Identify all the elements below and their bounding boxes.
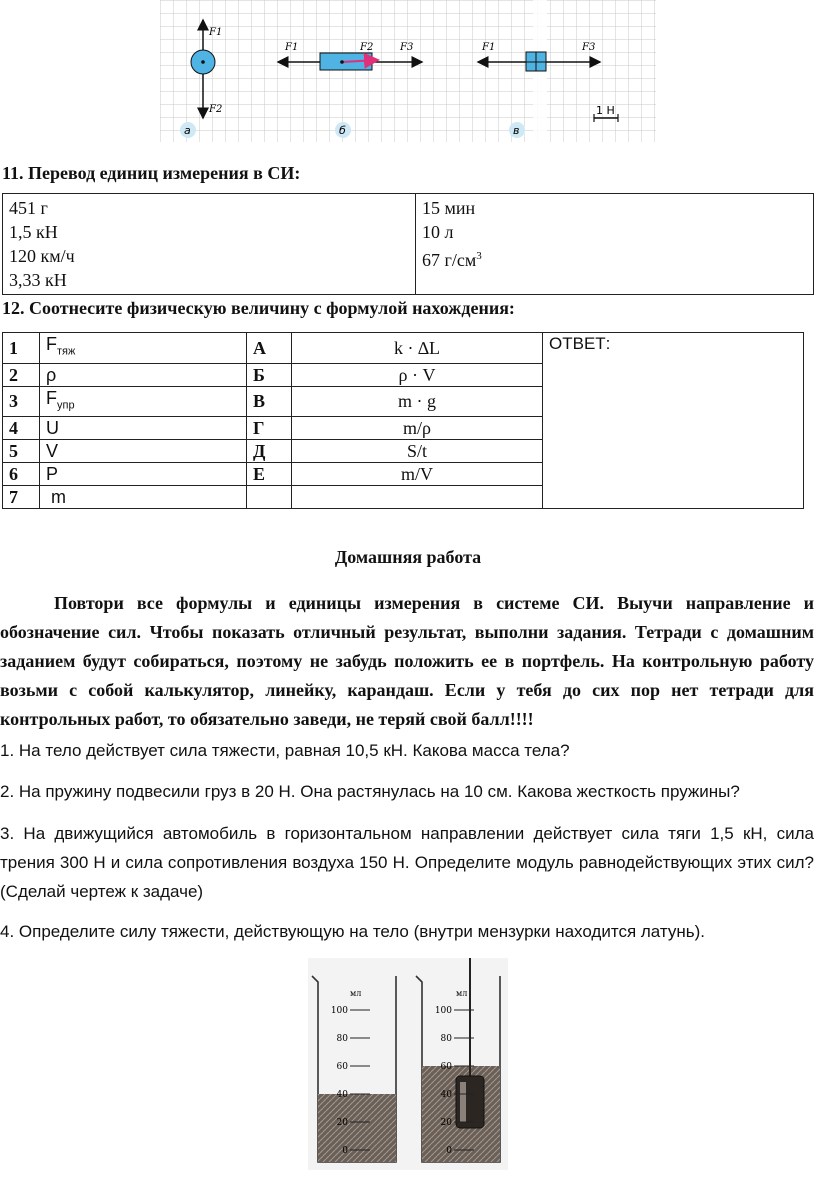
formula-cell: m · g: [292, 386, 543, 417]
task-item-4: 4. Определите силу тяжести, действующую на тело (внутри мензурки находится латунь).: [0, 922, 705, 941]
formula-cell: k · ∆L: [292, 333, 543, 364]
row-number: 4: [3, 417, 40, 440]
quantity-symbol: U: [46, 418, 59, 439]
task11-heading: 11. Перевод единиц измерения в СИ:: [2, 163, 301, 183]
task-item-1: 1. На тело действует сила тяжести, равная 10,5 кН. Какова масса тела?: [0, 741, 570, 760]
measuring-cylinders-figure: [308, 958, 508, 1170]
formula-letter: В: [247, 386, 292, 417]
force-diagrams-figure: [160, 0, 656, 142]
formula-cell: m/V: [292, 463, 543, 486]
quantity-subscript: тяж: [57, 345, 76, 358]
quantity-symbol: F: [46, 387, 57, 408]
unit-label: мл: [456, 989, 468, 998]
unit-item: 15 мин: [422, 198, 476, 218]
unit-label: мл: [350, 989, 362, 998]
tick-label: 20: [336, 1118, 348, 1128]
quantity-symbol: V: [46, 441, 59, 462]
formula-letter: Е: [247, 463, 292, 486]
formula-cell: m/ρ: [292, 417, 543, 440]
tick-label: 60: [336, 1062, 348, 1072]
label-a: а: [184, 124, 191, 137]
tick-label: 100: [434, 1006, 452, 1016]
tick-label: 60: [440, 1062, 452, 1072]
units-table: [2, 193, 814, 295]
task-item-2: 2. На пружину подвесили груз в 20 Н. Она растянулась на 10 см. Какова жесткость пружины?: [0, 782, 740, 801]
scale-label: 1 Н: [596, 104, 615, 117]
row-number: 6: [3, 463, 40, 486]
label-f2-b: F2: [360, 42, 374, 53]
label-f1-a: F1: [209, 27, 223, 38]
tick-label: 40: [336, 1090, 348, 1100]
unit-item: 451 г: [9, 198, 48, 218]
answer-cell: ОТВЕТ:: [543, 333, 804, 509]
tick-label: 100: [330, 1006, 348, 1016]
quantity-cell: [40, 463, 247, 486]
task12-heading: 12. Соотнесите физическую величину с формулой нахождения:: [2, 298, 515, 318]
quantity-cell: [40, 333, 247, 364]
quantity-cell: [40, 386, 247, 417]
label-f3-b: F3: [400, 42, 414, 53]
tick-label: 0: [342, 1146, 348, 1156]
unit-item: [422, 244, 807, 272]
tick-label: 80: [336, 1034, 348, 1044]
unit-item: 120 км/ч: [9, 246, 75, 266]
task-item-3: 3. На движущийся автомобиль в горизонтальном направлении действует сила тяги 1,5 кН, сила трения 300 Н и сила сопротивления воздуха 150 Н. Определите модуль равнодействующих этих сил? (Сделай чертеж к задаче): [0, 824, 814, 901]
formula-cell: [292, 486, 543, 509]
grid-background: [160, 0, 656, 142]
formula-letter: А: [247, 333, 292, 364]
label-f1-b: F1: [285, 42, 299, 53]
quantity-symbol: m: [51, 487, 67, 508]
units-right-cell: [416, 194, 814, 295]
quantity-cell: [40, 417, 247, 440]
homework-intro: Повтори все формулы и единицы измерения в системе СИ. Выучи направление и обозначение сил. Чтобы показать отличный результат, выполни задания. Тетради с домашним заданием будут собираться, поэтому не забудь положить ее в портфель. На контрольную работу возьми с собой калькулятор, линейку, карандаш. Если у тебя до сих пор нет тетради для контрольных работ, то обязательно заведи, не теряй свой балл!!!!: [0, 593, 814, 729]
label-f2-a: F2: [209, 104, 223, 115]
formula-letter: Д: [247, 440, 292, 463]
unit-item: 1,5 кН: [9, 222, 58, 242]
row-number: 7: [3, 486, 40, 509]
quantity-cell: [40, 486, 247, 509]
label-v: в: [513, 124, 520, 137]
row-number: 2: [3, 363, 40, 386]
label-f3-v: F3: [582, 42, 596, 53]
label-b: б: [339, 124, 346, 137]
matching-table: [2, 332, 804, 509]
quantity-symbol: F: [46, 334, 57, 354]
formula-letter: Б: [247, 363, 292, 386]
homework-title: Домашняя работа: [334, 547, 482, 567]
table-row: [3, 333, 804, 364]
quantity-cell: [40, 440, 247, 463]
formula-letter: [247, 486, 292, 509]
tick-label: 40: [440, 1090, 452, 1100]
row-number: 1: [3, 333, 40, 364]
row-number: 5: [3, 440, 40, 463]
tick-label: 20: [440, 1118, 452, 1128]
units-left-cell: [3, 194, 416, 295]
tick-label: 0: [446, 1146, 452, 1156]
formula-letter: Г: [247, 417, 292, 440]
row-number: 3: [3, 386, 40, 417]
quantity-symbol: ρ: [46, 364, 57, 385]
unit-item-text: 67 г/см: [422, 250, 477, 270]
quantity-symbol: P: [46, 464, 59, 485]
tick-label: 80: [440, 1034, 452, 1044]
formula-cell: S/t: [292, 440, 543, 463]
unit-item: 10 л: [422, 222, 454, 242]
liquid-left: [318, 1094, 396, 1162]
unit-superscript: 3: [476, 250, 482, 262]
unit-item: 3,33 кН: [9, 270, 67, 290]
quantity-cell: [40, 363, 247, 386]
quantity-subscript: упр: [57, 399, 75, 412]
formula-cell: ρ · V: [292, 363, 543, 386]
label-f1-v: F1: [482, 42, 496, 53]
